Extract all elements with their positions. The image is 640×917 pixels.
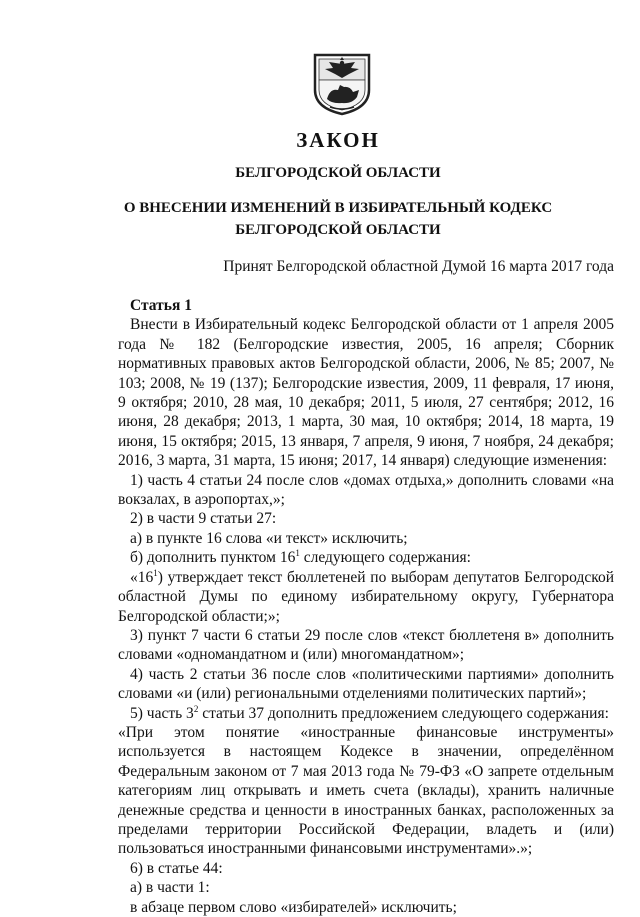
- item-2b-superscript: 1: [295, 548, 300, 559]
- amendment-item-6: 6) в статье 44:: [130, 859, 223, 877]
- coat-of-arms-emblem-icon: [311, 52, 373, 116]
- item-2b-text-end: следующего содержания:: [299, 549, 471, 567]
- amendment-item-6a: а) в части 1:: [130, 879, 210, 897]
- article-heading: Статья 1: [130, 297, 192, 314]
- item-2b-quote-start: «16: [130, 568, 154, 586]
- amendment-item-4: 4) часть 2 статьи 36 после слов «политическими партиями» дополнить словами «и (или) региональными отделениями политических партий»;: [118, 665, 614, 703]
- amendment-item-5-quote: «При этом понятие «иностранные финансовые инструменты» используется в настоящем Кодексе в значении, определённом Федеральным законом от 7 мая 2013 года № 79-ФЗ «О запрете отдельным категориям лиц открывать и иметь счета (вклады), хранить наличные денежные средства и ценности в иностранных банках, расположенных за пределами территории Российской Федерации, владеть и (или) пользоваться иностранными финансовыми инструментами».»;: [118, 723, 614, 858]
- subject-line-2: БЕЛГОРОДСКОЙ ОБЛАСТИ: [235, 222, 441, 238]
- document-subject: [0, 197, 640, 241]
- amendment-item-3: 3) пункт 7 части 6 статьи 29 после слов «текст бюллетеня в» дополнить словами «одномандатном и (или) многомандатном»;: [118, 626, 614, 664]
- item-2b-text: б) дополнить пунктом 16: [130, 549, 296, 567]
- article-body: [118, 296, 614, 917]
- article-intro: Внести в Избирательный кодекс Белгородской области от 1 апреля 2005 года № 182 (Белгородские известия, 2005, 16 апреля; Сборник нормативных правовых актов Белгородской области, 2006, № 85; 2007, № 103; 2008, № 19 (137); Белгородские известия, 2009, 11 февраля, 17 июня, 9 октября; 2010, 28 мая, 10 декабря; 2011, 5 июля, 27 сентября; 2012, 16 июня, 28 декабря; 2013, 1 марта, 30 мая, 10 октября; 2014, 18 марта, 19 июня, 15 октября; 2015, 13 января, 7 апреля, 9 июня, 7 ноября, 24 декабря; 2016, 3 марта, 31 марта, 15 июня; 2017, 14 января) следующие изменения:: [118, 316, 614, 470]
- amendment-item-5: [118, 704, 614, 723]
- document-title: ЗАКОН: [296, 128, 380, 152]
- amendment-item-2a: а) в пункте 16 слова «и текст» исключить;: [130, 529, 408, 547]
- amendment-item-1: 1) часть 4 статьи 24 после слов «домах отдыха,» дополнить словами «на вокзалах, в аэропортах,»;: [118, 471, 614, 509]
- item-2b-quote-end: ) утверждает текст бюллетеней по выборам депутатов Белгородской областной Думы по единому избирательному округу, Губернатора Белгородской области;»;: [118, 568, 614, 625]
- item-5-text-end: статьи 37 дополнить предложением следующего содержания:: [198, 704, 609, 722]
- item-5-superscript: 2: [193, 703, 199, 714]
- document-region: БЕЛГОРОДСКОЙ ОБЛАСТИ: [235, 165, 441, 181]
- amendment-item-2: 2) в части 9 статьи 27:: [130, 510, 277, 528]
- amendment-item-6a-text: в абзаце первом слово «избирателей» исключить;: [130, 898, 457, 916]
- amendment-item-2b-quote: [118, 568, 614, 626]
- item-2b-quote-superscript: 1: [153, 567, 158, 578]
- amendment-item-2b: [118, 548, 614, 567]
- subject-line-1: О ВНЕСЕНИИ ИЗМЕНЕНИЙ В ИЗБИРАТЕЛЬНЫЙ КОДЕКС: [123, 200, 553, 216]
- adoption-note: Принят Белгородской областной Думой 16 марта 2017 года: [223, 258, 614, 275]
- item-5-text: 5) часть 3: [130, 704, 194, 722]
